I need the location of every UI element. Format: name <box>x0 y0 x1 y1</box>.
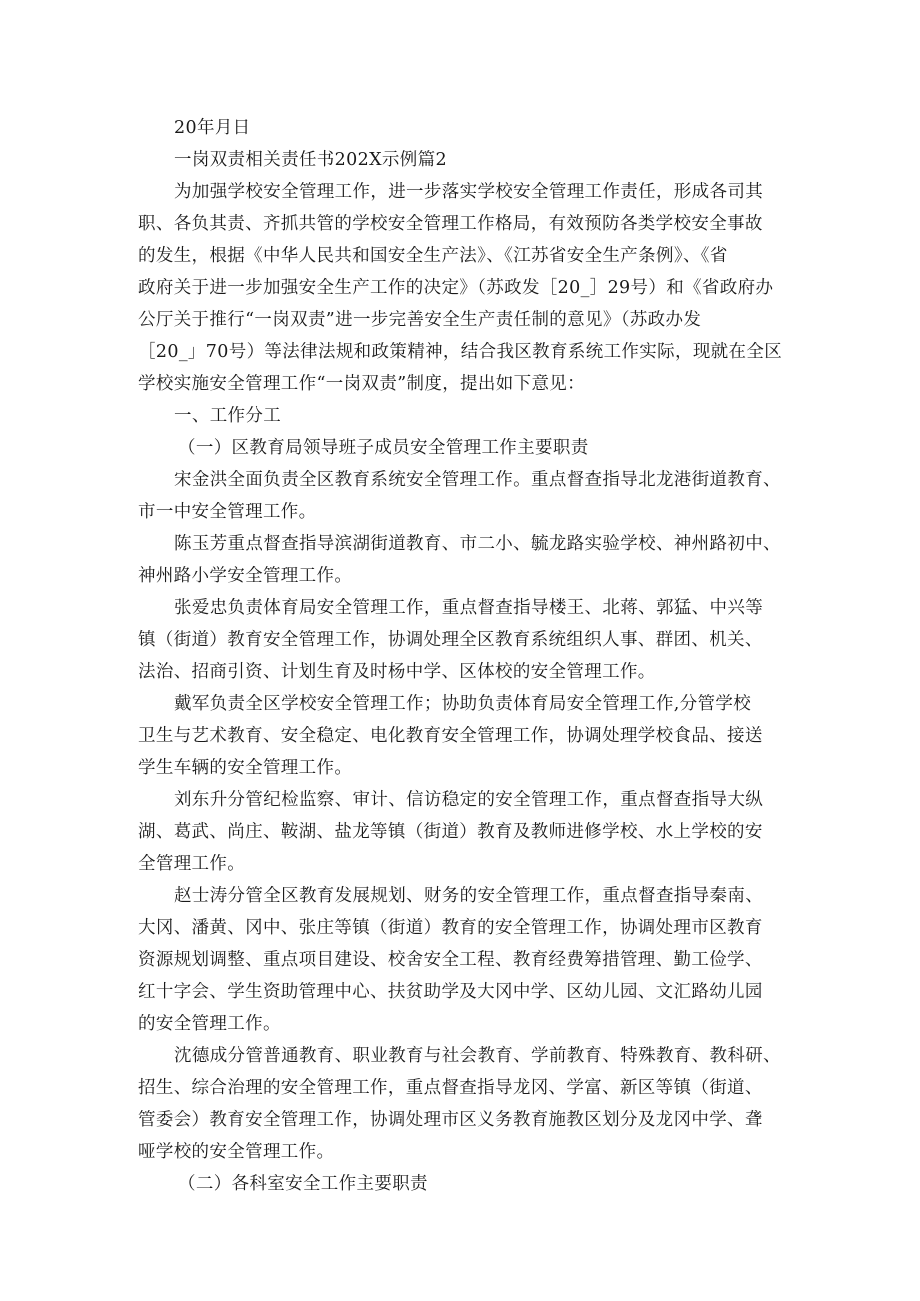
intro-line: 学校实施安全管理工作“一岗双责”制度，提出如下意见： <box>138 374 585 394</box>
document-body <box>138 112 798 1200</box>
intro-line: 政府关于进一步加强安全生产工作的决定》（苏政发［20_］29号）和《省政府办 <box>138 278 774 298</box>
intro-line: 公厅关于推行“一岗双责”进一步完善安全生产责任制的意见》（苏政办发 <box>138 310 702 330</box>
paragraph-line: 红十字会、学生资助管理中心、扶贫助学及大冈中学、区幼儿园、文汇路幼儿园 <box>138 982 763 1002</box>
paragraph-liu <box>138 784 798 880</box>
paragraph-line: 湖、葛武、尚庄、鞍湖、盐龙等镇（街道）教育及教师进修学校、水上学校的安 <box>138 822 763 842</box>
paragraph-line: 的安全管理工作。 <box>138 1014 281 1034</box>
intro-paragraph <box>138 176 798 400</box>
paragraph-line: 神州路小学安全管理工作。 <box>138 566 353 586</box>
paragraph-line: 陈玉芳重点督查指导滨湖街道教育、市二小、毓龙路实验学校、神州路初中、 <box>174 534 781 554</box>
paragraph-line: 卫生与艺术教育、安全稳定、电化教育安全管理工作，协调处理学校食品、接送 <box>138 726 763 746</box>
paragraph-dai <box>138 688 798 784</box>
paragraph-line: 镇（街道）教育安全管理工作，协调处理全区教育系统组织人事、群团、机关、 <box>138 630 763 650</box>
paragraph-zhao <box>138 880 798 1040</box>
subsection-heading-departments: （二）各科室安全工作主要职责 <box>178 1174 428 1194</box>
paragraph-line: 赵士涛分管全区教育发展规划、财务的安全管理工作，重点督查指导秦南、 <box>174 886 764 906</box>
subsection-heading-leaders: （一）区教育局领导班子成员安全管理工作主要职责 <box>178 438 589 458</box>
intro-line: ［20_」70号）等法律法规和政策精神，结合我区教育系统工作实际，现就在全区 <box>138 342 783 362</box>
paragraph-line: 学生车辆的安全管理工作。 <box>138 758 353 778</box>
paragraph-line: 戴军负责全区学校安全管理工作；协助负责体育局安全管理工作,分管学校 <box>174 694 752 714</box>
paragraph-shen <box>138 1040 798 1168</box>
document-title: 一岗双责相关责任书202X示例篇2 <box>174 150 447 170</box>
paragraph-line: 哑学校的安全管理工作。 <box>138 1142 335 1162</box>
paragraph-line: 张爱忠负责体育局安全管理工作，重点督查指导楼王、北蒋、郭猛、中兴等 <box>174 598 764 618</box>
paragraph-line: 市一中安全管理工作。 <box>138 502 317 522</box>
paragraph-chen <box>138 528 798 592</box>
paragraph-line: 宋金洪全面负责全区教育系统安全管理工作。重点督查指导北龙港街道教育、 <box>174 470 781 490</box>
paragraph-line: 大冈、潘黄、冈中、张庄等镇（街道）教育的安全管理工作，协调处理市区教育 <box>138 918 763 938</box>
date-line: 20年月日 <box>174 118 251 138</box>
paragraph-line: 全管理工作。 <box>138 854 246 874</box>
paragraph-line: 刘东升分管纪检监察、审计、信访稳定的安全管理工作，重点督查指导大纵 <box>174 790 764 810</box>
intro-line: 的发生，根据《中华人民共和国安全生产法》、《江苏省安全生产条例》、《省 <box>138 246 728 266</box>
intro-line: 为加强学校安全管理工作，进一步落实学校安全管理工作责任，形成各司其 <box>174 182 764 202</box>
paragraph-line: 沈德成分管普通教育、职业教育与社会教育、学前教育、特殊教育、教科研、 <box>174 1046 781 1066</box>
paragraph-line: 资源规划调整、重点项目建设、校舍安全工程、教育经费筹措管理、勤工俭学、 <box>138 950 763 970</box>
paragraph-line: 管委会）教育安全管理工作，协调处理市区义务教育施教区划分及龙冈中学、聋 <box>138 1110 763 1130</box>
paragraph-line: 法治、招商引资、计划生育及时杨中学、区体校的安全管理工作。 <box>138 662 656 682</box>
intro-line: 职、各负其责、齐抓共管的学校安全管理工作格局，有效预防各类学校安全事故 <box>138 214 763 234</box>
paragraph-line: 招生、综合治理的安全管理工作，重点督查指导龙冈、学富、新区等镇（街道、 <box>138 1078 763 1098</box>
paragraph-song <box>138 464 798 528</box>
section-heading-work-division: 一、工作分工 <box>174 406 282 426</box>
paragraph-zhang <box>138 592 798 688</box>
